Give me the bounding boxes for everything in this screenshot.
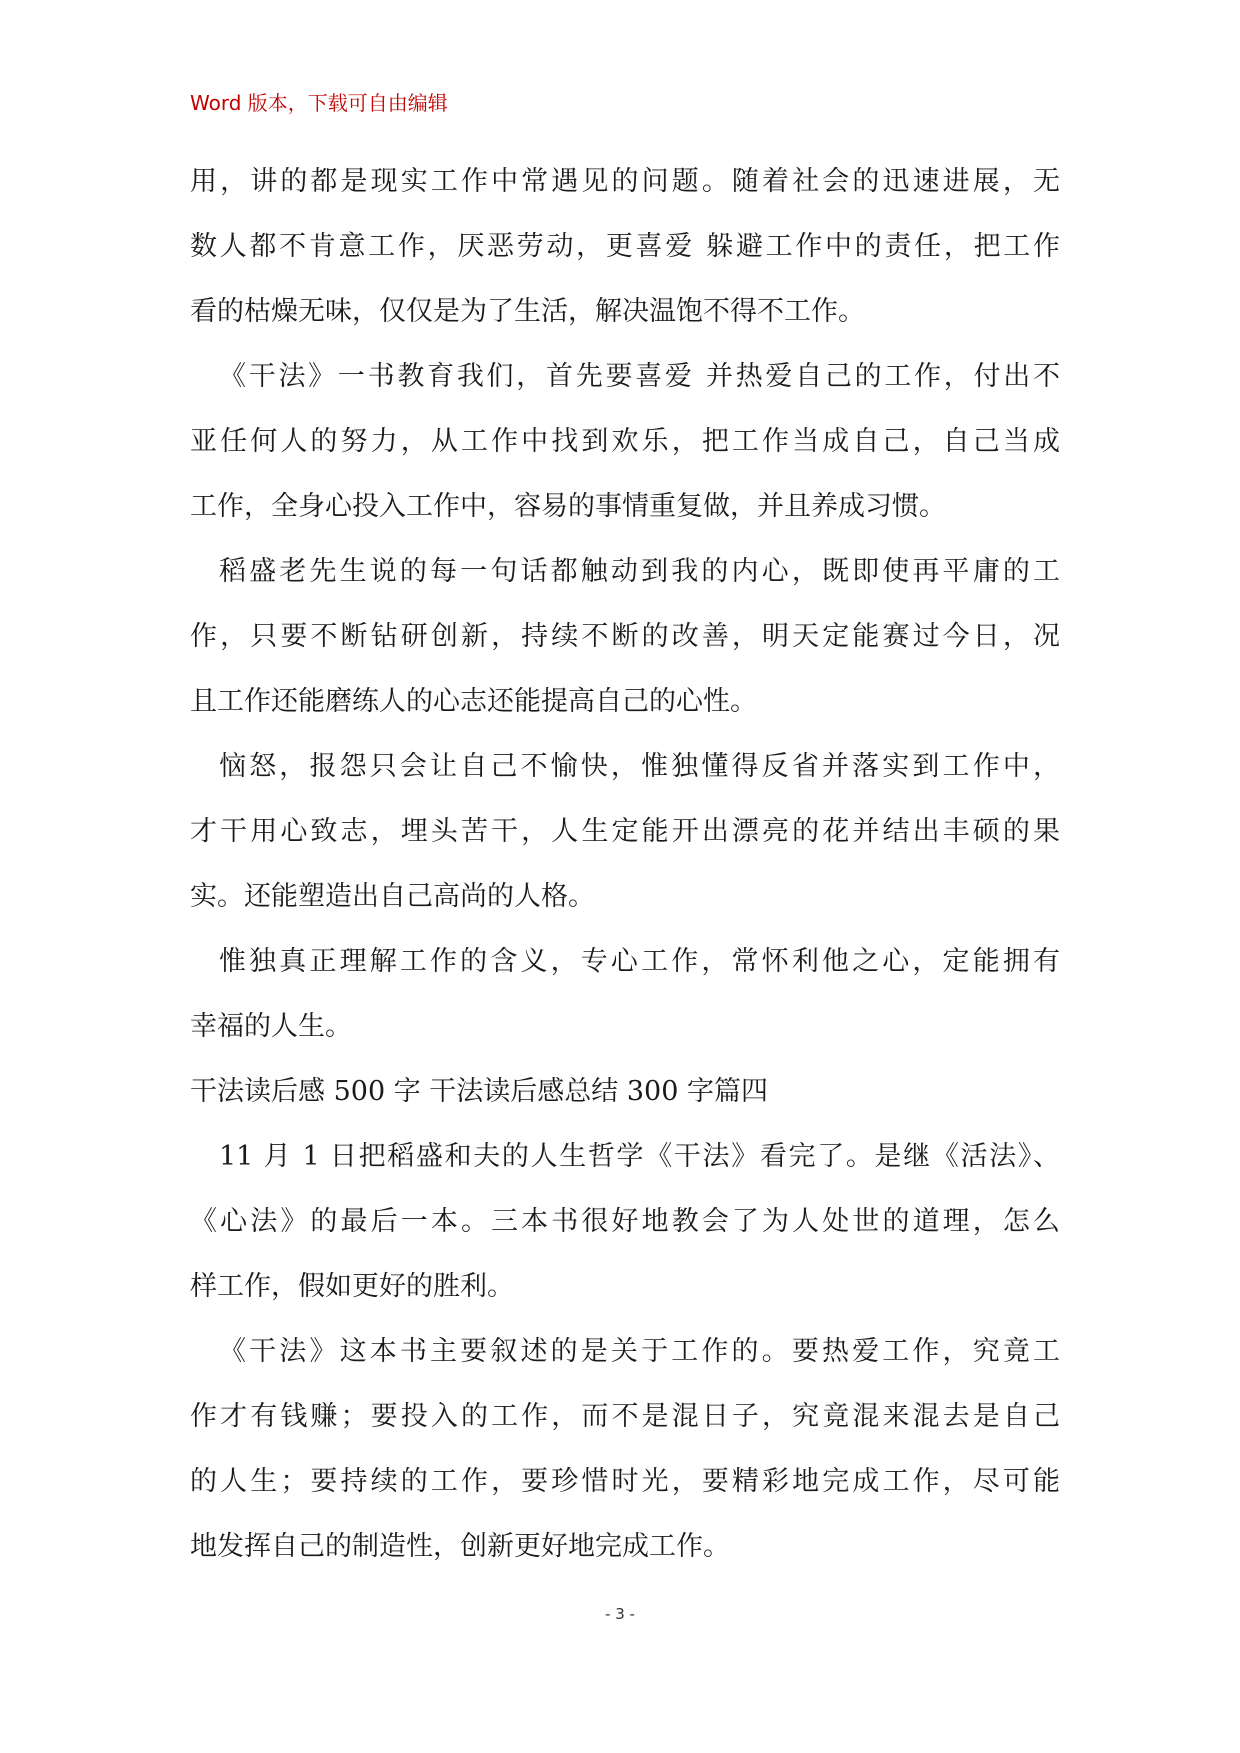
- page-number: - 3 -: [605, 1605, 635, 1623]
- text-line: 看的枯燥无味，仅仅是为了生活，解决温饱不得不工作。: [190, 296, 865, 327]
- text-line: 数人都不肯意工作，厌恶劳动，更喜爱 躲避工作中的责任，把工作: [190, 231, 1060, 262]
- text-line: 才干用心致志，埋头苦干，人生定能开出漂亮的花并结出丰硕的果: [190, 816, 1060, 847]
- text-line: 实。还能塑造出自己高尚的人格。: [190, 881, 595, 912]
- text-line: 干法读后感 500 字 干法读后感总结 300 字篇四: [190, 1076, 768, 1107]
- text-line: 作才有钱赚；要投入的工作，而不是混日子，究竟混来混去是自己: [190, 1401, 1060, 1432]
- text-line: 的人生；要持续的工作，要珍惜时光，要精彩地完成工作，尽可能: [190, 1466, 1060, 1497]
- text-line: 《干法》这本书主要叙述的是关于工作的。要热爱工作，究竟工: [219, 1336, 1060, 1367]
- text-line: 《心法》的最后一本。三本书很好地教会了为人处世的道理，怎么: [190, 1206, 1060, 1237]
- text-line: 惟独真正理解工作的含义，专心工作，常怀利他之心，定能拥有: [219, 946, 1060, 977]
- text-line: 且工作还能磨练人的心志还能提高自己的心性。: [190, 686, 757, 717]
- text-line: 稻盛老先生说的每一句话都触动到我的内心，既即使再平庸的工: [219, 556, 1060, 587]
- text-line: 《干法》一书教育我们，首先要喜爱 并热爱自己的工作，付出不: [219, 361, 1060, 392]
- page-header: Word 版本，下载可自由编辑: [190, 91, 448, 115]
- text-line: 11 月 1 日把稻盛和夫的人生哲学《干法》看完了。是继《活法》、: [219, 1141, 1060, 1172]
- text-line: 用，讲的都是现实工作中常遇见的问题。随着社会的迅速进展，无: [190, 166, 1060, 197]
- text-line: 地发挥自己的制造性，创新更好地完成工作。: [190, 1531, 730, 1562]
- text-line: 幸福的人生。: [190, 1011, 352, 1042]
- text-line: 亚任何人的努力，从工作中找到欢乐，把工作当成自己，自己当成: [190, 426, 1060, 457]
- text-line: 工作，全身心投入工作中，容易的事情重复做，并且养成习惯。: [190, 491, 946, 522]
- text-line: 样工作，假如更好的胜利。: [190, 1271, 514, 1302]
- document-body: [190, 149, 1060, 1579]
- text-line: 恼怒，报怨只会让自己不愉快，惟独懂得反省并落实到工作中，: [219, 751, 1060, 782]
- text-line: 作，只要不断钻研创新，持续不断的改善，明天定能赛过今日，况: [190, 621, 1060, 652]
